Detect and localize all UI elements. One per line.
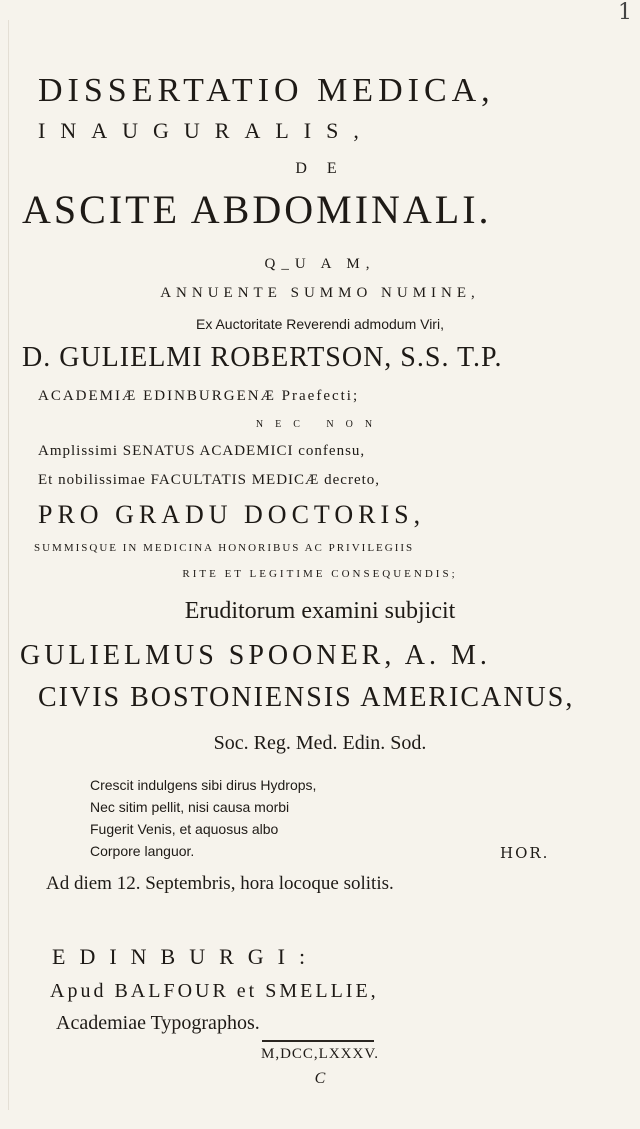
auctoritate-line: Ex Auctoritate Reverendi admodum Viri, xyxy=(196,316,444,332)
title-ascite-abdominali: ASCITE ABDOMINALI. xyxy=(22,187,492,232)
quam-line: Q_U A M, xyxy=(264,256,376,272)
title-inauguralis: INAUGURALIS, xyxy=(38,118,374,143)
epigraph-line: Crescit indulgens sibi dirus Hydrops, xyxy=(90,777,317,793)
title-dissertatio-medica: DISSERTATIO MEDICA, xyxy=(38,72,495,109)
imprint-city: EDINBURGI: xyxy=(52,944,320,969)
pro-gradu-line: PRO GRADU DOCTORIS, xyxy=(38,500,426,529)
author-civis-line: CIVIS BOSTONIENSIS AMERICANUS, xyxy=(38,682,575,713)
summis-line: SUMMISQUE IN MEDICINA HONORIBUS AC PRIVILEGIIS xyxy=(34,542,415,554)
nec-non-line: NEC NON xyxy=(255,419,385,430)
title-de: D E xyxy=(295,160,345,177)
epigraph-line: Nec sitim pellit, nisi causa morbi xyxy=(90,799,290,815)
epigraph-line: Fugerit Venis, et aquosus albo xyxy=(90,821,279,837)
senatus-line: Amplissimi SENATUS ACADEMICI confensu, xyxy=(38,443,366,459)
epigraph xyxy=(90,774,316,862)
corner-mark: 1 xyxy=(618,0,632,25)
signature-mark: C xyxy=(314,1070,326,1087)
facultas-line: Et nobilissimae FACULTATIS MEDICÆ decreto, xyxy=(38,472,381,488)
author-name: GULIELMUS SPOONER, A. M. xyxy=(20,640,491,671)
epigraph-line: Corpore languor. xyxy=(90,843,195,859)
year-rule xyxy=(262,1040,374,1042)
annuente-line: ANNUENTE SUMMO NUMINE, xyxy=(160,285,480,301)
epigraph-attribution: HOR. xyxy=(500,844,550,862)
principal-name: D. GULIELMI ROBERTSON, S.S. T.P. xyxy=(22,342,503,373)
rite-line: RITE ET LEGITIME CONSEQUENDIS; xyxy=(182,568,458,580)
society-line: Soc. Reg. Med. Edin. Sod. xyxy=(213,732,427,754)
imprint-printers: Apud BALFOUR et SMELLIE, xyxy=(50,980,379,1002)
eruditorum-line: Eruditorum examini subjicit xyxy=(184,598,456,624)
imprint-year: M,DCC,LXXXV. xyxy=(261,1046,379,1062)
defense-date-line: Ad diem 12. Septembris, hora locoque solitis. xyxy=(46,873,394,894)
imprint-typographos: Academiae Typographos. xyxy=(56,1012,260,1034)
academy-line: ACADEMIÆ EDINBURGENÆ Praefecti; xyxy=(38,388,360,404)
page-edge-shadow xyxy=(8,20,9,1110)
